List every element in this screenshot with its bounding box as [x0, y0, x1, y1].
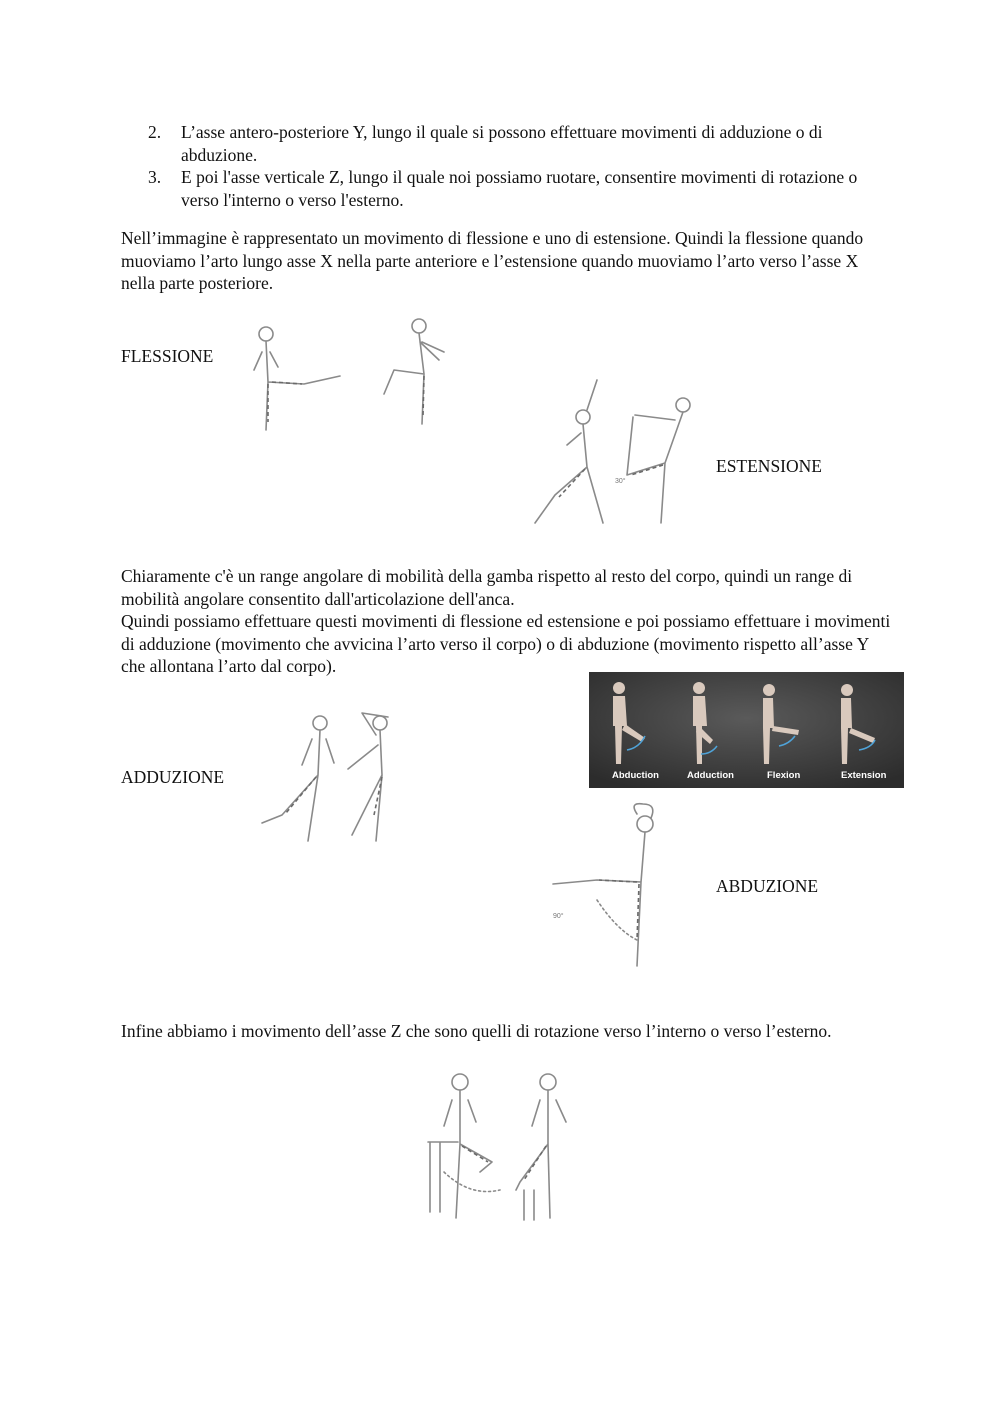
label-estensione: ESTENSIONE — [716, 456, 822, 476]
list-text: E poi l'asse verticale Z, lungo il quale noi possiamo ruotare, consentire movimenti di rotazione o verso l'interno o verso l'esterno. — [181, 167, 858, 210]
extension-illustration — [515, 375, 705, 535]
label-flessione: FLESSIONE — [121, 346, 214, 366]
label-adduzione: ADDUZIONE — [121, 767, 225, 787]
paragraph-flexion-extension: Nell’immagine è rappresentato un movimento di flessione e uno di estensione. Quindi la flessione quando muoviamo l’arto lungo asse X nella parte anteriore e l’estensione quando muoviamo l’arto verso l’asse X nella parte posteriore. — [121, 228, 864, 293]
paragraph-range: Chiaramente c'è un range angolare di mobilità della gamba rispetto al resto del corpo, quindi un range di mobilità angolare consentito dall'articolazione dell'anca. — [121, 566, 853, 609]
svg-text:90°: 90° — [553, 913, 564, 920]
caption-abduction: Abduction — [612, 770, 659, 781]
caption-extension: Extension — [841, 770, 887, 781]
abduction-illustration — [537, 800, 705, 976]
label-abduzione: ABDUZIONE — [716, 876, 819, 896]
list-text: L’asse antero-posteriore Y, lungo il quale si possono effettuare movimenti di adduzione o di abduzione. — [181, 122, 823, 165]
adduction-illustration — [252, 705, 427, 848]
rotation-illustration — [420, 1062, 580, 1227]
numbered-list — [148, 121, 888, 211]
flexion-illustration — [244, 312, 454, 440]
list-number: 2. — [148, 122, 162, 142]
paragraph-movements: Quindi possiamo effettuare questi movimenti di flessione ed estensione e poi possiamo effettuare i movimenti di adduzione (movimento che avvicina l’arto verso il corpo) o di abduzione (movimento rispetto all’asse Y che allontana l’arto dal corpo). — [121, 611, 891, 676]
hip-movements-photo — [589, 672, 904, 788]
svg-text:30°: 30° — [615, 478, 626, 485]
caption-adduction: Adduction — [687, 770, 734, 781]
paragraph-rotation: Infine abbiamo i movimento dell’asse Z che sono quelli di rotazione verso l’interno o verso l’esterno. — [121, 1021, 832, 1041]
list-item — [148, 166, 888, 211]
caption-flexion: Flexion — [767, 770, 801, 781]
list-number: 3. — [148, 167, 162, 187]
list-item — [148, 121, 888, 166]
